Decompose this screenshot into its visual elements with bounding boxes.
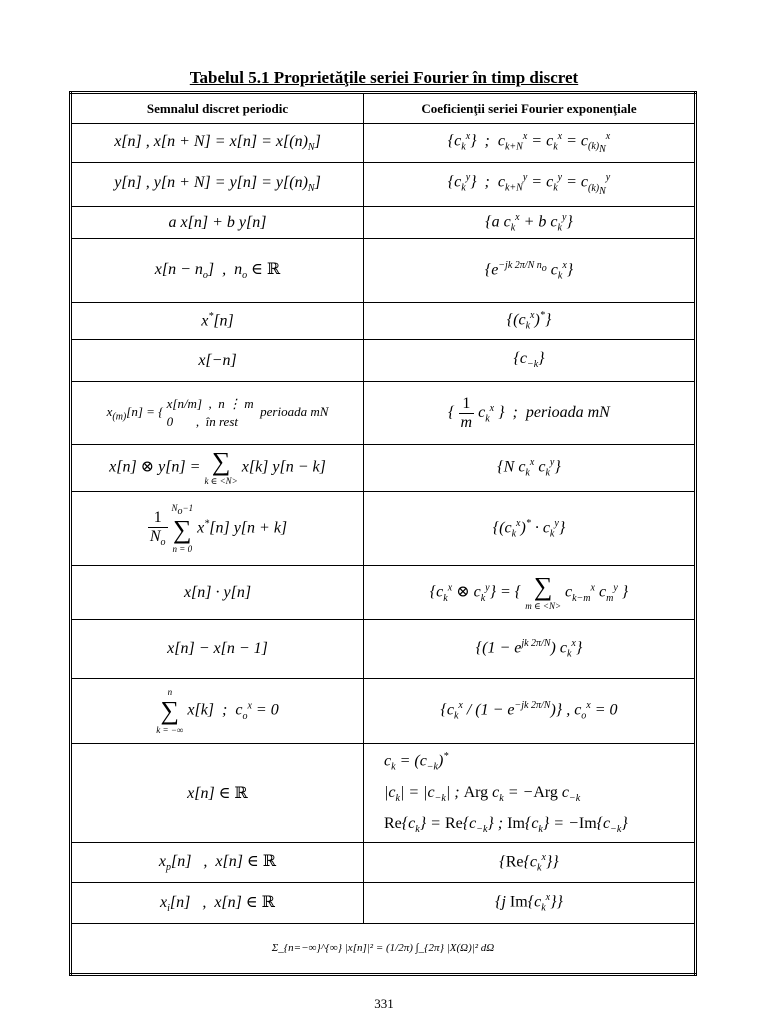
row-12-left: n ∑ k = −∞ x[k] ; $c_o^x = 0$ [71,679,364,744]
table-row [71,124,696,163]
row-5-left: x*[n] [71,303,364,340]
row-3-left: a x[n] + b y[n] [71,207,364,239]
table-row [71,679,696,744]
table-row [71,207,696,239]
row-4-right: {$e^{-jk 2\pi/N n_o}$ $c_k^x$} [364,239,696,303]
row-3-right: {a $c_k^x + b$ $c_k^y$} [364,207,696,239]
table-row [71,923,696,974]
row-8-left: x[n] ⊗ y[n] = ∑ k ∈ <N> x[k] y[n − k] [71,445,364,492]
header-right: Coeficienţii seriei Fourier exponenţiale [364,93,696,124]
table-row [71,882,696,923]
row-11-left: x[n] − x[n − 1] [71,620,364,679]
fourier-properties-table [69,91,697,976]
table-row [71,340,696,382]
row-1-right: $\{c_k^x\}$ ; $c_{k+N}^x = c_k^x = c_{(k)_N}^x$ [364,124,696,163]
row-10-left: x[n] · y[n] [71,566,364,620]
table-row [71,239,696,303]
row-1-left: x[n] , $x[n + N] = x[n] = x[(n)_N]$ [71,124,364,163]
row-2-left: y[n] , $y[n + N] = y[n] = y[(n)_N]$ [71,163,364,207]
row-7-right: { $\frac{1}{m}$ $c_k^x$ } ; perioada mN [364,382,696,445]
row-6-right: $\{c_{-k}\}$ [364,340,696,382]
row-13-right: $c_k = (c_{-k})^*$ $|c_k| = |c_{-k}|$ ; Arg $c_k = -Arg$ $c_{-k}$ $Re\{c_k\} = Re\{c_{-k}\}$ ; $Im\{c_k\} = -Im\{c_{-k}\}$ [364,744,696,843]
row-15-left: $x_i[n]$ , x[n] ∈ ℝ [71,882,364,923]
row-14-right: $\{Re\{c_k^x\}\}$ [364,842,696,882]
row-7-left: $x_{(m)}[n]$ = { x[n/m] , n ⋮ m 0 , în rest perioada mN [71,382,364,445]
row-15-right: {j $Im\{c_k^x\}$} [364,882,696,923]
row-9-right: $\{(c_k^x)^* \cdot c_k^y\}$ [364,492,696,566]
table-row [71,620,696,679]
row-8-right: {N $c_k^x$ $c_k^y$} [364,445,696,492]
row-10-right: {$c_k^x$ ⊗ $c_k^y$} = { ∑ m ∈ <N> $c_{k-m}^x$ $c_m^y$ } [364,566,696,620]
row-6-left: x[−n] [71,340,364,382]
header-left: Semnalul discret periodic [71,93,364,124]
row-2-right: $\{c_k^y\}$ ; $c_{k+N}^y = c_k^y = c_{(k)_N}^y$ [364,163,696,207]
table-row [71,445,696,492]
row-9-left: $\frac{1}{N_o}$ $N_o-1$ ∑ n = 0 x*[n] y[n + k] [71,492,364,566]
row-12-right: $\{c_k^x / (1 - e^{-jk 2\pi/N})\}$ , $c_o^x = 0$ [364,679,696,744]
table-row [71,566,696,620]
table-row [71,303,696,340]
table-row [71,842,696,882]
page-number: 331 [374,996,394,1011]
row-5-right: $\{(c_k^x)^*\}$ [364,303,696,340]
row-4-left: $x[n - n_o]$ , $n_o$ ∈ ℝ [71,239,364,303]
row-11-right: {$(1 - e^{jk 2\pi/N})$ $c_k^x$} [364,620,696,679]
table-row [71,744,696,843]
row-14-left: $x_p[n]$ , x[n] ∈ ℝ [71,842,364,882]
table-title: Tabelul 5.1 Proprietăţile seriei Fourier în timp discret [189,68,579,87]
table-row [71,163,696,207]
table-header-row [71,93,696,124]
parseval-relation: Σ_{n=−∞}^{∞} |x[n]|² = (1/2π) ∫_{2π} |X(Ω)|² dΩ [71,923,696,974]
table-row [71,382,696,445]
table-row [71,492,696,566]
row-13-left: x[n] ∈ ℝ [71,744,364,843]
